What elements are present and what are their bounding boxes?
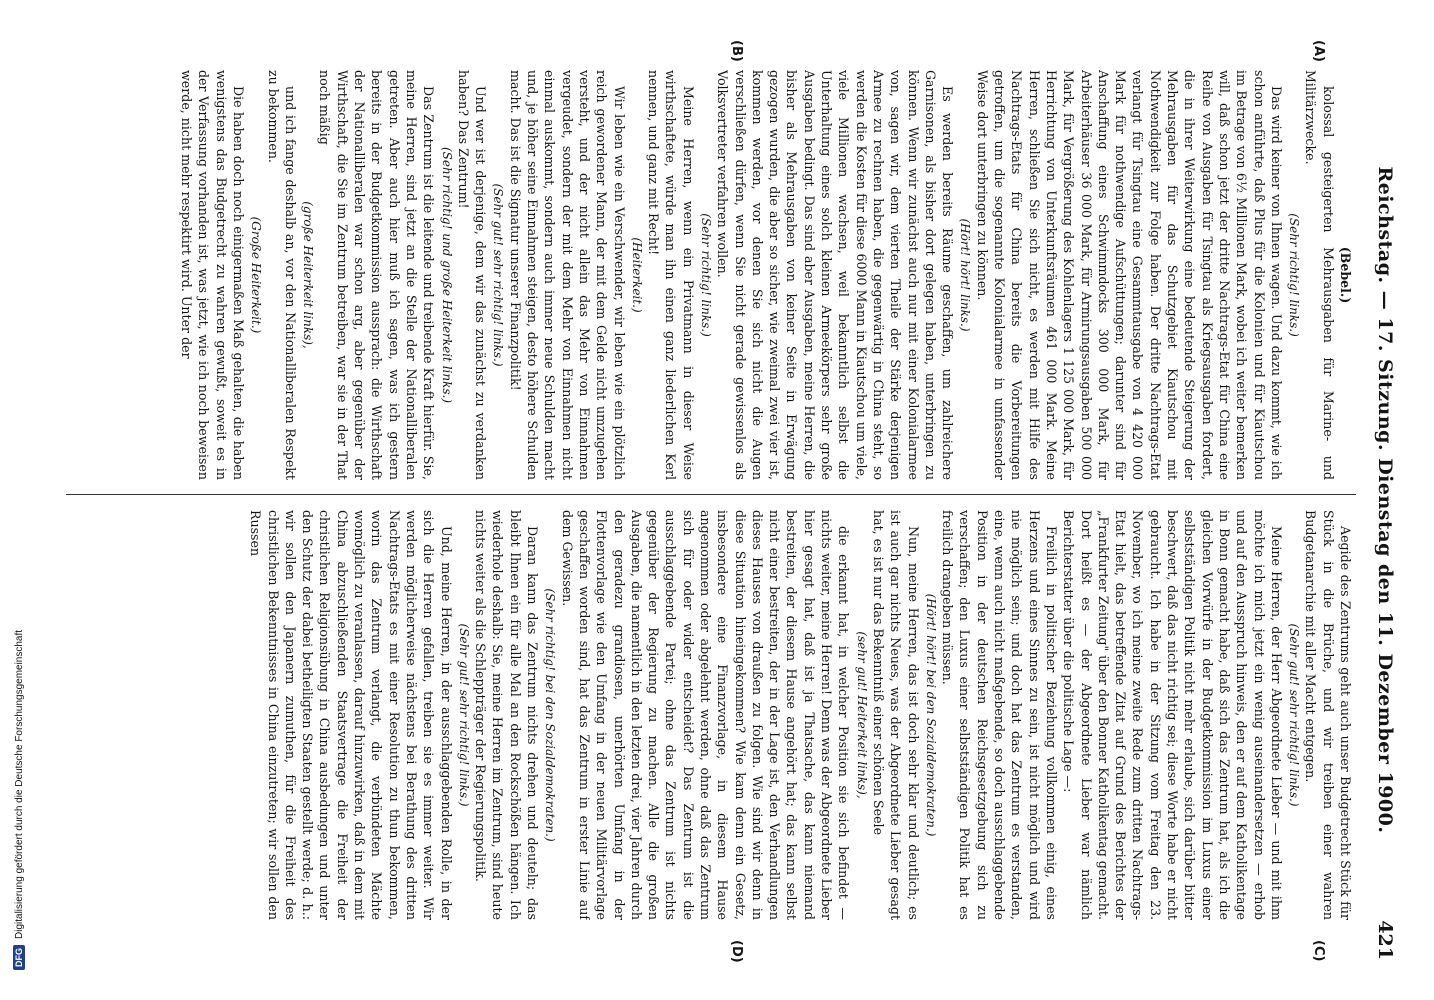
paragraph: Freilich in politischer Beziehung vollkommen einig, eines Herzens und eines Sinnes zu sein, ist nicht möglich und wird nie möglich sein; und doch hat das Zentrum es verstanden, eine, wenn auch nicht maßgebende, so doch ausschlaggebende Position in der deutschen Reichsgesetzgebung sich zu verschaffen; den Luxus einer selbstständigen Politik hat es freilich drangeben müssen. (940, 510, 1059, 920)
paragraph: Wir leben wie ein Verschwender, wir leben wie ein plötzlich reich gewordener Mann, der mit dem Gelde nicht umzugehen versteht, und der nicht allein das Mehr von Einnahmen vergeudet, sondern der mit dem Mehr von Einnahmen nicht einmal auskommt, sondern auch immer neue Schulden macht und, je höher seine Einnahmen steigen, desto höhere Schulden macht. Das ist die Signatur unserer Finanzpolitik! (507, 70, 627, 480)
paragraph: (Sehr richtig! links.) (699, 213, 714, 337)
dfg-logo: DFG (13, 945, 25, 970)
paragraph: (Hört! hört! bei den Sozialdemokraten.) (923, 593, 938, 837)
paragraph: Nun, meine Herren, das ist doch sehr klar und deutlich; es ist auch gar nichts Neues, was der Abgeordnete Lieber gesagt hat, es ist nur das Bekenntniß einer schönen Seele (870, 510, 921, 920)
paragraph: Es werden bereits Räume geschaffen, um zahlreichere Garnisonen, als bisher dort gelegen haben, unterbringen zu können. Wenn wir zunächst auch nur mit einer Kolonialarmee von, sagen wir, dem vierten Theile der Stärke derjenigen Armee zu rechnen haben, die gegenwärtig in China steht, so werden die Kosten für diese 6000 Mann in Kiautschou um viele, viele Millionen wachsen, weil bekanntlich selbst die Unterhaltung eines solch kleinen Armeekörpers sehr große Ausgaben bedingt. Das sind aber Ausgaben, meine Herren, die bisher als Mehrausgaben von keiner Seite in Erwägung gezogen wurden, die aber so sicher, wie zweimal zwei vier ist, kommen werden, vor denen Sie sich nicht die Augen verschließen dürfen, wenn Sie nicht gerade gewissenlos als Volksvertreter verfahren wollen. (715, 70, 956, 480)
margin-marker-b: (B) (729, 40, 744, 62)
margin-marker-c: (C) (1311, 940, 1326, 962)
margin-marker-a: (A) (1311, 40, 1326, 62)
paragraph: Meine Herren, wenn ein Privatmann in dieser Weise wirthschaftete, würde man ihn einen ganz liederlichen Kerl nennen, und ganz mit Recht! (646, 70, 696, 480)
right-column-text (247, 510, 1354, 920)
paragraph: Das Zentrum ist die leitende und treibende Kraft hierfür. Sie, meine Herren, sind jetzt an die Stelle der Nationalliberalen getreten. Aber auch hier muß ich sagen, was ich gestern bereits in der Budgetkommission aussprach: die Wirthschaft der Nationalliberalen war schon arg, aber gegenüber der Wirthschaft, die Sie im Zentrum betreiben, war sie in der That noch mäßig (317, 70, 437, 480)
paragraph: Daran kann das Zentrum nichts drehen und deuteln; das bleibt Ihnen ein für alle Mal an den Rockschößen hängen. Ich wiederhole deshalb: Sie, meine Herren im Zentrum, sind heute nichts weiter als die Schleppträger der Regierungspolitik. (473, 510, 541, 920)
paragraph: Aegide des Zentrums geht auch unser Budgetrecht Stück für Stück in die Brüche, und wir treiben einer wahren Budgetanarchie mit aller Macht entgegen. (1303, 510, 1353, 920)
page-title: Reichstag. — 17. Sitzung. Dienstag den 11. Dezember 1900. (1374, 166, 1396, 834)
right-column (64, 510, 1354, 920)
column-divider (66, 494, 1356, 495)
footer-text: Digitalisierung gefördert durch die Deutsche Forschungsgemeinschaft (13, 629, 25, 939)
paragraph: (Sehr gut! sehr richtig! links.) (1287, 623, 1302, 807)
paragraph: (Sehr gut! sehr richtig! links.) (456, 623, 471, 807)
paragraph: (sehr gut! Heiterkeit links), (854, 631, 869, 799)
speaker-name: (Bebel.) (1338, 246, 1353, 304)
paragraph: Und, meine Herren, in der ausschlaggebenden Rolle, in der sich die Herren gefallen, treiben sie es immer weiter. Wir werden möglicherweise nächstens bei Berathung des dritten Nachtrags-Etats es mit einer Resolution zu thun bekommen, worin das Zentrum verlangt, die verbündeten Mächte womöglich zu veranlassen, darauf hinzuwirken, daß in dem mit China abzuschließenden Staatsvertrage die Freiheit der christlichen Religionsübung in China ausbedungen und unter den Schutz der dabei betheiligten Staaten gestellt werde; d. h.: wir sollen den Japanern zumuthen, für die Freiheit des christlichen Bekenntnisses in China einzutreten; wir sollen den Russen (248, 510, 454, 920)
page-header (1364, 40, 1404, 960)
page-number: 421 (1374, 920, 1396, 960)
paragraph: (Sehr richtig! links.) (1287, 213, 1302, 337)
paragraph: und ich fange deshalb an, vor den Nationalliberalen Respekt zu bekommen. (265, 70, 298, 480)
paragraph: (Sehr gut! sehr richtig! links.) (491, 183, 506, 367)
paragraph: Meine Herren, der Herr Abgeordnete Lieber — und mit ihm möchte ich mich jetzt ein wenig auseinandersetzen — erhob und auf den Ausspruch hinweis, den er auf dem Katholikentage in Bonn gemacht habe, daß sich das Zentrum hat, als ich die gleichen Vorwürfe in der Budgetkommission im Luxus einer selbstständigen Politik nicht mehr erlaube, sich darüber bitter beschwert, daß das nicht richtig sei; diese Worte habe er nicht gebraucht. Ich habe in der Sitzung vom Freitag den 23. November, wo ich meine zweite Rede zum dritten Nachtrags-Etat hielt, das betreffende Zitat auf Grund des Berichtes der „Frankfurter Zeitung" über den Bonner Katholikentag gemacht. Dort heißt es — der Abgeordnete Lieber war nämlich Berichterstatter über die politische Lage —: (1061, 510, 1284, 920)
paragraph: Die haben doch noch einigermaßen Maß gehalten, die haben wenigstens das Budgetrecht zu wahren gewußt, soweit es in der Verfassung vorhanden ist, was jetzt, wie ich noch beweisen werde, nicht mehr respektirt wird. Unter der (179, 70, 246, 480)
paragraph: (Heiterkeit.) (629, 237, 644, 313)
paragraph: Das wird keiner von Ihnen wagen. Und dazu kommt, wie ich schon anführte, daß Plus für die Kolonien und für Kiautschou im Betrage von 6½ Millionen Mark, wobei ich weiter bemerken will, daß schon jetzt der dritte Nachtrags-Etat für China eine Reihe von Ausgaben für Tsingtau als Kriegsausgaben fordert, die in ihrer Weiterwirkung eine bedeutende Steigerung der Mehrausgaben für das Schutzgebiet Kiautschou mit Nothwendigkeit zur Folge haben. Der dritte Nachtrags-Etat verlangt für Tsingtau eine Gesammtausgabe von 4 420 000 Mark für nothwendige Aufschüttungen; darunter sind für Anschaffung eines Schwimmdocks 300 000 Mark, für Arbeiterhäuser 36 000 Mark, für Armirungsausgaben 500 000 Mark, für Vergrößerung des Kohlenlagers 1 125 000 Mark, für Herrichtung von Unterkunftsräumen 461 000 Mark. Meine Herren, schließen Sie sich nicht, es werden mit Hilfe des Nachtrags-Etats für China bereits die Vorbereitungen getroffen, um die sogenannte Kolonialarmee in umfassender Weise dort unterbringen zu können. (974, 70, 1284, 480)
paragraph: kolossal gesteigerten Mehrausgaben für Marine- und Militärzwecke. (1303, 70, 1336, 480)
paragraph: Und wer ist derjenige, dem wir das zunächst zu verdanken haben? Das Zentrum! (455, 70, 489, 480)
paragraph: die erkannt hat, in welcher Position sie sich befindet — nichts weiter, meine Herren! Denn was der Abgeordnete Lieber hier gesagt hat, daß ist ja Thatsache, das kann niemand bestreiten, der diesem Hause angehört hat; das kann selbst nicht einer bestreiten, der in der Lage ist, den Verhandlungen dieses Hauses von draußen zu folgen. Wie sind wir denn in diese Situation hineingekommen? Wie kam denn ein Gesetz, insbesondere eine Finanzvorlage, in diesem Hause angenommen oder abgelehnt werden, ohne daß das Zentrum sich für oder wider entscheidet? Das Zentrum ist die ausschlaggebende Partei; ohne das Zentrum ist nichts gegenüber der Regierung zu machen. Alle die großen Ausgaben, die namentlich in den letzten drei, vier Jahren durch den geradezu grandiosen, unerhörten Umfang in der Flottenvorlage wie den Umfang in der neuen Militärvorlage geschaffen worden sind, hat das Zentrum in erster Linie auf dem Gewissen. (559, 510, 852, 920)
paragraph: (Sehr richtig! bei den Sozialdemokraten.) (543, 588, 558, 842)
paragraph: (Hört! hört! links.) (958, 218, 973, 332)
left-column (64, 70, 1354, 480)
digitization-footer (8, 0, 30, 970)
paragraph: (große Heiterkeit links), (301, 201, 316, 349)
margin-marker-d: (D) (729, 940, 744, 963)
left-column-text (178, 70, 1337, 480)
paragraph: (Große Heiterkeit.) (249, 216, 264, 334)
paragraph: (Sehr richtig! und große Heiterkeit links.) (439, 146, 454, 404)
